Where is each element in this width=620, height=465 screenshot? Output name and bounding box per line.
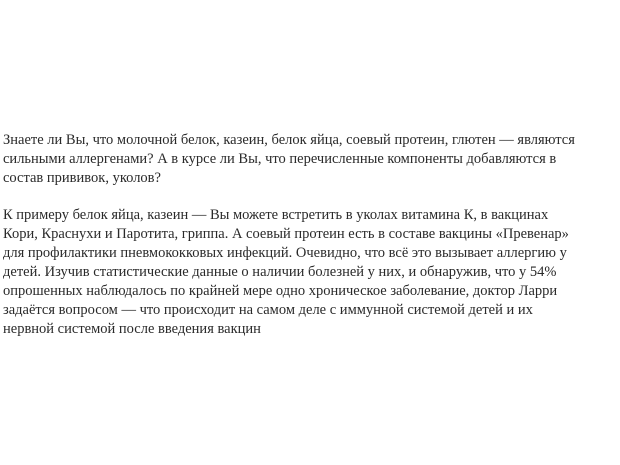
paragraph-allergens-intro xyxy=(3,131,615,188)
text-line: детей. Изучив статистические данные о наличии болезней у них, и обнаружив, что у 54% xyxy=(3,264,557,280)
document-body xyxy=(3,131,615,339)
text-line: опрошенных наблюдалось по крайней мере одно хроническое заболевание, доктор Ларри xyxy=(3,283,558,299)
text-line: задаётся вопросом — что происходит на самом деле с иммунной системой детей и их xyxy=(3,302,533,318)
paragraph-vaccine-examples xyxy=(3,206,615,339)
text-line: для профилактики пневмококковых инфекций. Очевидно, что всё это вызывает аллергию у xyxy=(3,245,567,261)
text-line: К примеру белок яйца, казеин — Вы можете встретить в уколах витамина К, в вакцинах xyxy=(3,207,549,223)
text-line: Кори, Краснухи и Паротита, гриппа. А соевый протеин есть в составе вакцины «Превенар» xyxy=(3,226,569,242)
text-line: состав прививок, уколов? xyxy=(3,170,161,186)
text-line: нервной системой после введения вакцин xyxy=(3,321,261,337)
text-line: Знаете ли Вы, что молочной белок, казеин, белок яйца, соевый протеин, глютен — являются xyxy=(3,132,575,148)
text-line: сильными аллергенами? А в курсе ли Вы, что перечисленные компоненты добавляются в xyxy=(3,151,557,167)
